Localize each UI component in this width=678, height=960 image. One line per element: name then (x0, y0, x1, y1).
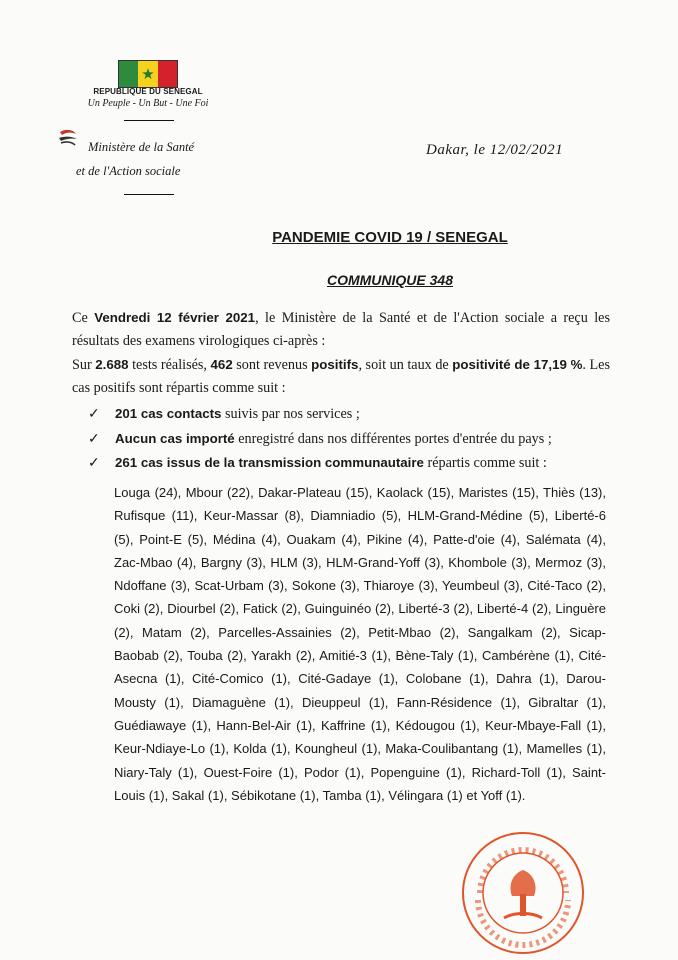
divider (124, 194, 174, 195)
checkmark-icon: ✓ (88, 407, 100, 422)
ministry-logo-icon (56, 128, 80, 148)
senegal-flag-icon: ★ (118, 60, 178, 88)
list-item: ✓ 201 cas contacts suivis par nos services ; (88, 402, 618, 427)
list-item: ✓ Aucun cas importé enregistré dans nos différentes portes d'entrée du pays ; (88, 427, 618, 452)
ministry-name-line2: et de l'Action sociale (76, 164, 181, 178)
community-cases-by-locality: Louga (24), Mbour (22), Dakar-Plateau (15), Kaolack (15), Maristes (15), Thiès (13), Rufisque (11), Keur-Massar (8), Diamniadio (5), HLM-Grand-Médine (5), Liberté-6 (5), Point-E (5), Médina (4), Ouakam (4), Pikine (4), Patte-d'oie (4), Salémata (4), Zac-Mbao (4), Bargny (3), HLM (3), HLM-Grand-Yoff (3), Khombole (3), Mermoz (3), Ndoffane (3), Scat-Urbam (3), Sokone (3), Thiaroye (3), Yeumbeul (3), Cité-Taco (2), Coki (2), Diourbel (2), Fatick (2), Guinguinéo (2), Liberté-3 (2), Liberté-4 (2), Linguère (2), Matam (2), Parcelles-Assainies (2), Petit-Mbao (2), Sangalkam (2), Sicap-Baobab (2), Touba (2), Yarakh (2), Amitié-3 (1), Bène-Taly (1), Cambérène (1), Cité-Asecna (1), Cité-Comico (1), Cité-Gadaye (1), Colobane (1), Dahra (1), Darou-Mousty (1), Diamaguène (1), Dieuppeul (1), Fann-Résidence (1), Gibraltar (1), Guédiawaye (1), Hann-Bel-Air (1), Kaffrine (1), Kédougou (1), Keur-Mbaye-Fall (1), Keur-Ndiaye-Lo (1), Kolda (1), Koungheul (1), Maka-Coulibantang (1), Mamelles (1), Niary-Taly (1), Ouest-Foire (1), Podor (1), Popenguine (1), Richard-Toll (1), Saint-Louis (1), Sakal (1), Sébikotane (1), Tamba (1), Vélingara (1) et Yoff (1). (114, 485, 606, 803)
checkmark-icon: ✓ (88, 456, 100, 471)
communique-number: COMMUNIQUE 348 (326, 272, 454, 288)
case-breakdown-list (88, 402, 618, 476)
intro-text (72, 306, 610, 400)
list-item: ✓ 261 cas issus de la transmission communautaire répartis comme suit : (88, 451, 618, 476)
official-stamp-icon (460, 830, 586, 956)
republic-label: REPUBLIQUE DU SENEGAL (93, 87, 203, 96)
intro-paragraph-2: Sur 2.688 tests réalisés, 462 sont revenus positifs, soit un taux de positivité de 17,19 %. Les cas positifs sont répartis comme suit : (72, 357, 610, 396)
divider (124, 120, 174, 121)
intro-paragraph-1: Ce Vendredi 12 février 2021, le Ministère de la Santé et de l'Action sociale a reçu les résultats des examens virologiques ci-après : (72, 310, 610, 349)
page-title: PANDEMIE COVID 19 / SENEGAL (272, 229, 508, 246)
document-date: Dakar, le 12/02/2021 (426, 142, 564, 158)
national-motto: Un Peuple - Un But - Une Foi (87, 98, 209, 109)
checkmark-icon: ✓ (88, 431, 100, 447)
ministry-name-line1: Ministère de la Santé (88, 140, 195, 154)
